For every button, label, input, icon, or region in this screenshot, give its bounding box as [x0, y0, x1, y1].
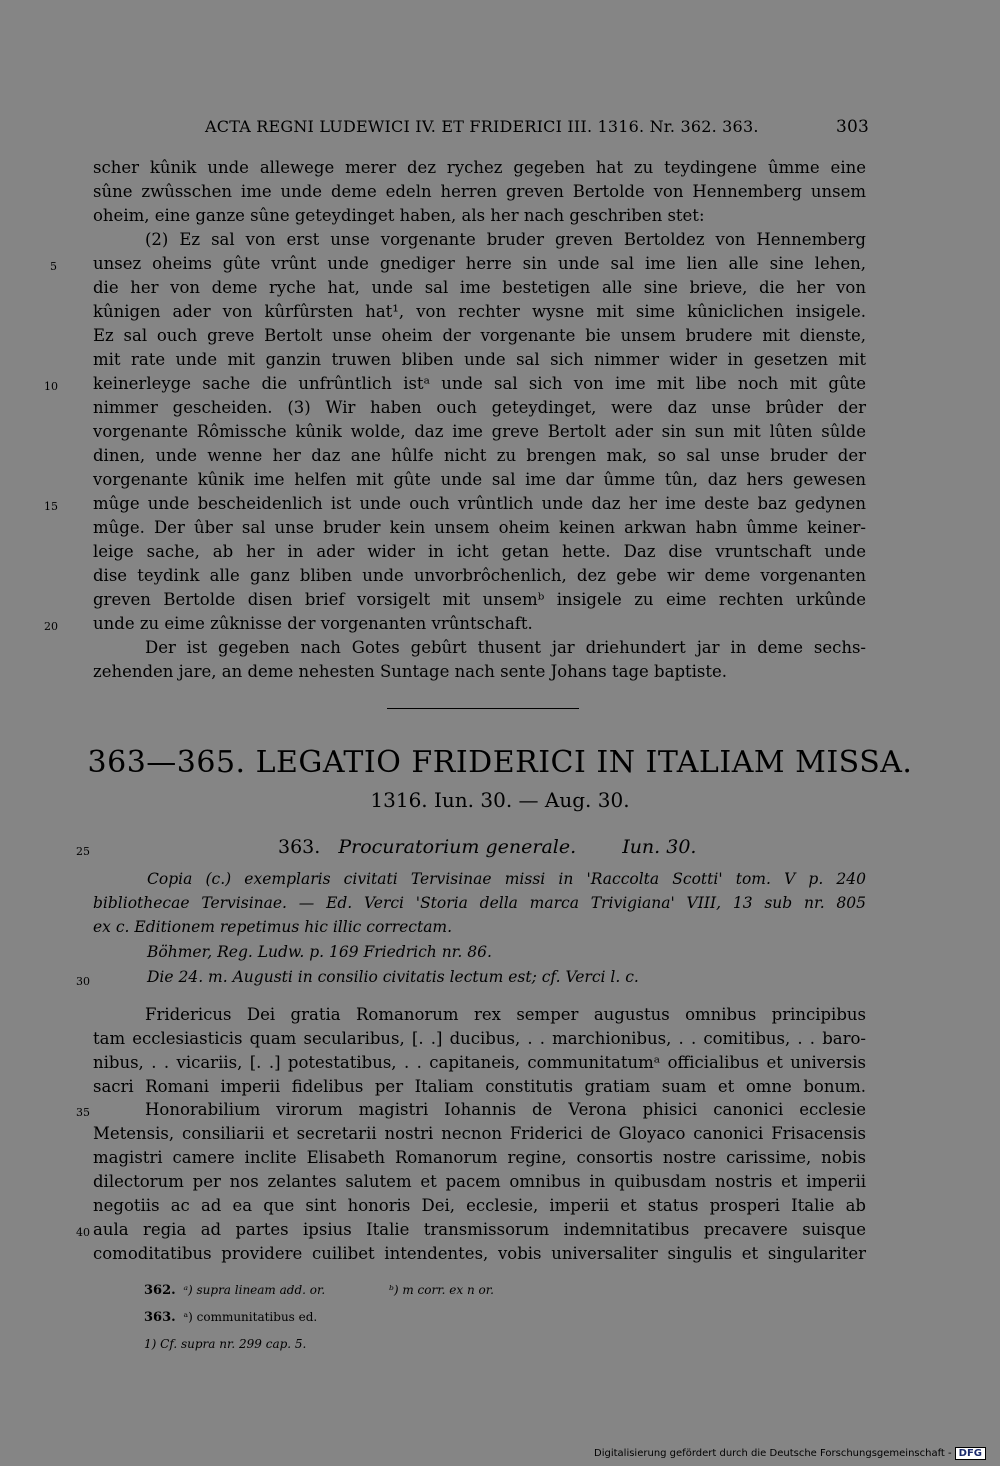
- text-line: Ez sal ouch greve Bertolt unse oheim der vorgenante bie unsem brudere mit dienste,: [93, 326, 866, 345]
- text-line: nibus, . . vicariis, [. .] potestatibus, . . capitaneis, communitatumᵃ officialibus et universis: [93, 1053, 866, 1072]
- line-number: 20: [44, 620, 58, 633]
- text-line: scher kûnik unde allewege merer dez rychez gegeben hat zu teydingene ûmme eine: [93, 158, 866, 177]
- doc-date: Iun. 30.: [622, 836, 697, 858]
- credit-text: Digitalisierung gefördert durch die Deutsche Forschungsgemeinschaft -: [594, 1448, 952, 1459]
- running-title: ACTA REGNI LUDEWICI IV. ET FRIDERICI III. 1316. Nr. 362. 363.: [205, 117, 759, 136]
- text-line: dise teydink alle ganz bliben unde unvorbrôchenlich, dez gebe wir deme vorgenanten: [93, 566, 866, 585]
- line-number: 40: [76, 1226, 90, 1239]
- text-line: dilectorum per nos zelantes salutem et pacem omnibus in quibusdam nostris et imperii: [93, 1172, 866, 1191]
- footnote-label: 363.: [144, 1310, 176, 1325]
- line-number: 5: [50, 260, 57, 273]
- dfg-logo-icon: DFG: [955, 1447, 986, 1460]
- text-line: die her von deme ryche hat, unde sal ime bestetigen alle sine brieve, die her von: [93, 278, 866, 297]
- text-line: unde zu eime zûknisse der vorgenanten vrûntschaft.: [93, 614, 533, 633]
- text-line: vorgenante Rômissche kûnik wolde, daz ime greve Bertolt ader sin sun mit lûten sûlde: [93, 422, 866, 441]
- text-line: dinen, unde wenne her daz ane hûlfe nicht zu brengen mak, so sal unse bruder der: [93, 446, 866, 465]
- text-line: greven Bertolde disen brief vorsigelt mit unsemᵇ insigele zu eime rechten urkûnde: [93, 590, 866, 609]
- footnote-362: [144, 1283, 494, 1298]
- text-line: comoditatibus providere cuilibet intendentes, vobis universaliter singulis et singulariter: [93, 1244, 866, 1263]
- line-number: 35: [76, 1106, 90, 1119]
- source-line: Böhmer, Reg. Ludw. p. 169 Friedrich nr. 86.: [147, 943, 492, 961]
- source-line: bibliothecae Tervisinae. — Ed. Verci 'Storia della marca Trivigiana' VIII, 13 sub nr. 805: [93, 894, 866, 912]
- footnote-a: ᵃ) supra lineam add. or.: [183, 1283, 326, 1297]
- text-line: tam ecclesiasticis quam secularibus, [. .] ducibus, . . marchionibus, . . comitibus, . . baro-: [93, 1029, 866, 1048]
- text-line: leige sache, ab her in ader wider in icht getan hette. Daz dise vruntschaft unde: [93, 542, 866, 561]
- text-line: aula regia ad partes ipsius Italie transmissorum indemnitatibus precavere suisque: [93, 1220, 866, 1239]
- text-line: mûge unde bescheidenlich ist unde ouch vrûntlich unde daz her ime deste baz gedynen: [93, 494, 866, 513]
- source-line: ex c. Editionem repetimus hic illic correctam.: [93, 918, 453, 936]
- text-line: Fridericus Dei gratia Romanorum rex semper augustus omnibus principibus: [145, 1005, 866, 1024]
- source-line: Die 24. m. Augusti in consilio civitatis lectum est; cf. Verci l. c.: [147, 968, 639, 986]
- line-number: 25: [76, 845, 90, 858]
- footnote-1: 1) Cf. supra nr. 299 cap. 5.: [144, 1337, 307, 1351]
- text-line: sûne zwûsschen ime unde deme edeln herren greven Bertolde von Hennemberg unsem: [93, 182, 866, 201]
- line-number: 10: [44, 380, 58, 393]
- text-line: mit rate unde mit ganzin truwen bliben unde sal sich nimmer wider in gesetzen mit: [93, 350, 866, 369]
- section-title: 363—365. LEGATIO FRIDERICI IN ITALIAM MISSA.: [87, 745, 913, 780]
- line-number: 30: [76, 975, 90, 988]
- page-number: 303: [836, 117, 870, 137]
- footnote-a: ᵃ) communitatibus ed.: [183, 1310, 318, 1324]
- text-line: Metensis, consiliarii et secretarii nostri necnon Friderici de Gloyaco canonici Frisacensis: [93, 1124, 866, 1143]
- doc363-heading: [278, 836, 696, 858]
- source-line: Copia (c.) exemplaris civitati Tervisinae missi in 'Raccolta Scotti' tom. V p. 240: [147, 870, 866, 888]
- footnote-label: 362.: [144, 1283, 176, 1298]
- line-number: 15: [44, 500, 58, 513]
- text-line: zehenden jare, an deme nehesten Suntage nach sente Johans tage baptiste.: [93, 662, 728, 681]
- section-divider: [387, 708, 579, 709]
- text-line: keinerleyge sache die unfrûntlich istᵃ unde sal sich von ime mit libe noch mit gûte: [93, 374, 866, 393]
- doc-title: Procuratorium generale.: [338, 836, 577, 858]
- text-line: nimmer gescheiden. (3) Wir haben ouch geteydinget, were daz unse brûder der: [93, 398, 866, 417]
- text-line: Honorabilium virorum magistri Iohannis de Verona phisici canonici ecclesie: [145, 1100, 866, 1119]
- doc-number: 363.: [278, 836, 321, 858]
- text-line: Der ist gegeben nach Gotes gebûrt thusent jar driehundert jar in deme sechs-: [145, 638, 866, 657]
- footnote-363: [144, 1310, 317, 1325]
- digitization-credit: [594, 1447, 986, 1460]
- text-line: unsez oheims gûte vrûnt unde gnediger herre sin unde sal ime lien alle sine lehen,: [93, 254, 866, 273]
- text-line: kûnigen ader von kûrfûrsten hat¹, von rechter wysne mit sime kûniclichen insigele.: [93, 302, 866, 321]
- footnote-b: ᵇ) m corr. ex n or.: [389, 1283, 494, 1297]
- text-line: oheim, eine ganze sûne geteydinget haben, als her nach geschriben stet:: [93, 206, 705, 225]
- section-dates: 1316. Iun. 30. — Aug. 30.: [370, 788, 630, 812]
- text-line: mûge. Der ûber sal unse bruder kein unsem oheim keinen arkwan habn ûmme keiner-: [93, 518, 866, 537]
- text-line: (2) Ez sal von erst unse vorgenante bruder greven Bertoldez von Hennemberg: [145, 230, 866, 249]
- text-line: vorgenante kûnik ime helfen mit gûte unde sal ime dar ûmme tûn, daz hers gewesen: [93, 470, 866, 489]
- text-line: negotiis ac ad ea que sint honoris Dei, ecclesie, imperii et status prosperi Italie ab: [93, 1196, 866, 1215]
- text-line: magistri camere inclite Elisabeth Romanorum regine, consortis nostre carissime, nobis: [93, 1148, 866, 1167]
- text-line: sacri Romani imperii fidelibus per Italiam constitutis gratiam suam et omne bonum.: [93, 1077, 866, 1096]
